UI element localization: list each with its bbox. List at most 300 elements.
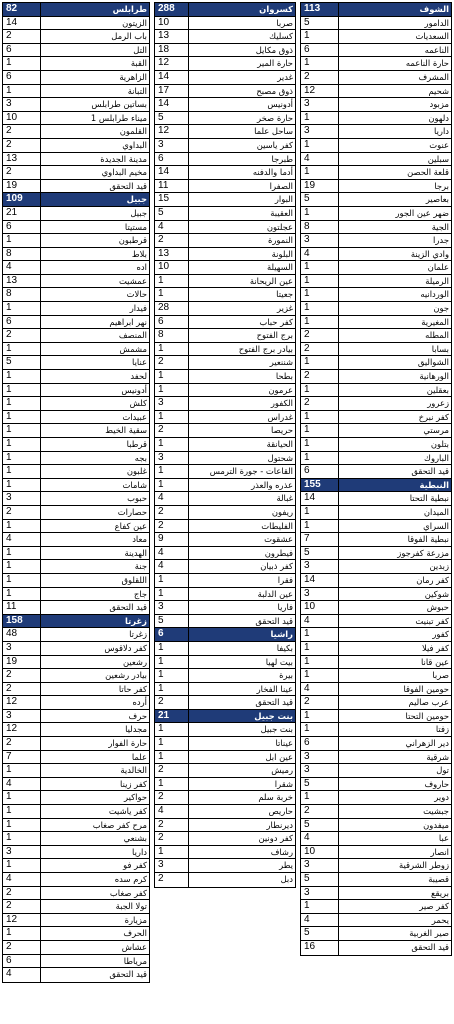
- table-row: [3, 533, 149, 547]
- town-cell: حرف: [128, 710, 147, 721]
- district-title: جبيل: [126, 194, 147, 205]
- town-cell: صير الغربية: [409, 928, 449, 939]
- count-cell: 2: [3, 669, 41, 682]
- town-cell: حاروف: [424, 778, 449, 789]
- count-cell: 3: [301, 588, 339, 601]
- count-cell: 1: [301, 452, 339, 465]
- table-row: [3, 85, 149, 99]
- town-cell: كلش: [129, 398, 147, 409]
- count-cell: 1: [3, 411, 41, 424]
- town-cell: المنصف: [118, 330, 147, 341]
- count-cell: 1: [301, 288, 339, 301]
- table-row: [155, 153, 295, 167]
- town-cell: القبة: [130, 58, 147, 69]
- count-cell: 8: [3, 248, 41, 261]
- town-cell: كفر صغاب: [109, 887, 147, 898]
- town-cell: قيد التحقق: [109, 969, 147, 980]
- town-cell: أدونيس: [267, 99, 293, 110]
- count-cell: 6: [301, 737, 339, 750]
- town-cell: أدما والدفنه: [252, 167, 293, 178]
- town-cell: الكفور: [270, 398, 293, 409]
- count-cell: 2: [3, 506, 41, 519]
- table-row: [3, 846, 149, 860]
- table-row: [3, 438, 149, 452]
- town-cell: كفور: [432, 629, 449, 640]
- town-cell: المطله: [425, 330, 449, 341]
- town-cell: ذوق مكايل: [255, 44, 293, 55]
- count-cell: 2: [155, 356, 189, 369]
- table-row: [155, 520, 295, 534]
- town-cell: دلهون: [428, 112, 449, 123]
- table-row: [301, 900, 451, 914]
- table-row: [3, 642, 149, 656]
- table-row: [155, 791, 295, 805]
- table-row: [3, 941, 149, 955]
- count-cell: 12: [3, 723, 41, 736]
- town-cell: عجلتون: [266, 221, 293, 232]
- count-cell: 12: [155, 57, 189, 70]
- table-row: [301, 465, 451, 479]
- count-cell: 1: [3, 859, 41, 872]
- count-cell: 1: [301, 30, 339, 43]
- table-row: [301, 85, 451, 99]
- town-cell: عنوت: [429, 139, 449, 150]
- district-header: [301, 479, 451, 493]
- table-row: [155, 234, 295, 248]
- district-title: بنت جبيل: [254, 710, 293, 721]
- district-header: [301, 3, 451, 17]
- count-cell: 1: [3, 234, 41, 247]
- count-cell: 5: [301, 927, 339, 940]
- town-cell: عمشيت: [118, 275, 147, 286]
- town-cell: الهدينة: [124, 547, 147, 558]
- table-row: [155, 248, 295, 262]
- count-cell: 1: [3, 397, 41, 410]
- town-cell: شرقية: [426, 751, 449, 762]
- town-cell: علمان: [427, 262, 449, 273]
- count-cell: 2: [3, 139, 41, 152]
- table-row: [155, 696, 295, 710]
- town-cell: كفر حباب: [259, 316, 293, 327]
- town-cell: عرب صاليم: [408, 697, 449, 708]
- table-row: [301, 397, 451, 411]
- count-cell: 8: [155, 329, 189, 342]
- town-cell: بنت جبيل: [260, 724, 293, 735]
- town-cell: معاد: [132, 534, 147, 545]
- town-cell: الميدان: [423, 506, 449, 517]
- count-cell: 3: [155, 601, 189, 614]
- table-row: [301, 927, 451, 941]
- town-cell: يحمر: [431, 914, 449, 925]
- table-row: [301, 805, 451, 819]
- table-row: [155, 751, 295, 765]
- count-cell: 2: [155, 424, 189, 437]
- town-cell: حبوب: [127, 493, 147, 504]
- count-cell: 1: [301, 411, 339, 424]
- count-cell: 14: [155, 98, 189, 111]
- count-cell: 5: [155, 112, 189, 125]
- table-row: [301, 438, 451, 452]
- table-row: [155, 125, 295, 139]
- count-cell: 3: [155, 397, 189, 410]
- town-cell: حاريص: [268, 806, 293, 817]
- town-cell: الزيتون: [122, 17, 147, 28]
- district-total: 158: [3, 615, 41, 628]
- town-cell: حواكير: [124, 792, 147, 803]
- count-cell: 14: [155, 71, 189, 84]
- town-cell: قيد التحقق: [411, 466, 449, 477]
- town-cell: حالات: [126, 289, 147, 300]
- table-row: [155, 384, 295, 398]
- table-row: [155, 764, 295, 778]
- table-row: [3, 125, 149, 139]
- town-cell: الصفرا: [269, 180, 293, 191]
- town-cell: حصارات: [117, 506, 147, 517]
- count-cell: 4: [301, 248, 339, 261]
- district-column-left: [2, 2, 150, 983]
- town-cell: الخالدية: [120, 765, 147, 776]
- count-cell: 3: [301, 560, 339, 573]
- table-row: [155, 302, 295, 316]
- town-cell: ساحل علما: [254, 126, 293, 137]
- table-row: [3, 873, 149, 887]
- count-cell: 1: [155, 411, 189, 424]
- town-cell: زعرور: [427, 398, 449, 409]
- town-cell: الشواليق: [417, 357, 449, 368]
- table-row: [301, 261, 451, 275]
- table-row: [3, 859, 149, 873]
- count-cell: 1: [301, 112, 339, 125]
- count-cell: 1: [155, 479, 189, 492]
- table-row: [301, 221, 451, 235]
- count-cell: 4: [155, 492, 189, 505]
- table-row: [3, 628, 149, 642]
- town-cell: غدير: [277, 71, 293, 82]
- table-row: [301, 153, 451, 167]
- count-cell: 2: [301, 696, 339, 709]
- town-cell: صربا: [276, 17, 293, 28]
- count-cell: 2: [155, 873, 189, 887]
- town-cell: مزبود: [429, 99, 449, 110]
- table-row: [301, 588, 451, 602]
- town-cell: اللقلوق: [121, 574, 147, 585]
- town-cell: جعيتا: [276, 289, 293, 300]
- town-cell: جاج: [133, 588, 147, 599]
- district-title: الشوف: [419, 4, 449, 14]
- count-cell: 1: [301, 438, 339, 451]
- town-cell: حارة المير: [257, 58, 293, 69]
- count-cell: 4: [155, 560, 189, 573]
- count-cell: 1: [301, 656, 339, 669]
- table-row: [155, 166, 295, 180]
- table-row: [155, 588, 295, 602]
- count-cell: 1: [3, 764, 41, 777]
- count-cell: 2: [155, 764, 189, 777]
- table-row: [155, 261, 295, 275]
- town-cell: زفتا: [435, 724, 449, 735]
- table-row: [3, 656, 149, 670]
- table-row: [3, 248, 149, 262]
- count-cell: 1: [3, 343, 41, 356]
- count-cell: 1: [301, 900, 339, 913]
- table-row: [3, 520, 149, 534]
- count-cell: 6: [3, 71, 41, 84]
- table-row: [301, 17, 451, 31]
- table-row: [155, 615, 295, 629]
- table-row: [301, 44, 451, 58]
- table-row: [3, 955, 149, 969]
- count-cell: 2: [3, 941, 41, 954]
- table-row: [3, 98, 149, 112]
- count-cell: 3: [155, 139, 189, 152]
- district-total: 6: [155, 628, 189, 641]
- table-row: [3, 914, 149, 928]
- town-cell: تولا الجبة: [115, 901, 147, 912]
- count-cell: 6: [155, 153, 189, 166]
- table-row: [155, 139, 295, 153]
- town-cell: عيناتا: [275, 738, 293, 749]
- table-row: [301, 30, 451, 44]
- table-row: [301, 737, 451, 751]
- town-cell: صربا: [432, 670, 449, 681]
- table-row: [301, 696, 451, 710]
- town-cell: مرح كفر صغاب: [92, 819, 147, 830]
- count-cell: 1: [3, 438, 41, 451]
- town-cell: ديرنطار: [266, 819, 293, 830]
- count-cell: 1: [3, 85, 41, 98]
- table-row: [301, 533, 451, 547]
- table-row: [301, 656, 451, 670]
- table-row: [3, 560, 149, 574]
- count-cell: 11: [155, 180, 189, 193]
- count-cell: 1: [155, 465, 189, 478]
- table-row: [301, 751, 451, 765]
- district-header: [155, 710, 295, 724]
- town-cell: شننعير: [269, 357, 293, 368]
- count-cell: 1: [301, 628, 339, 641]
- town-cell: التل: [133, 44, 147, 55]
- count-cell: 2: [3, 166, 41, 179]
- table-row: [301, 628, 451, 642]
- count-cell: 7: [301, 533, 339, 546]
- town-cell: رشعين: [122, 656, 147, 667]
- count-cell: 10: [155, 261, 189, 274]
- count-cell: 2: [301, 329, 339, 342]
- count-cell: 1: [155, 438, 189, 451]
- table-row: [3, 669, 149, 683]
- count-cell: 1: [155, 574, 189, 587]
- table-row: [301, 384, 451, 398]
- table-row: [155, 479, 295, 493]
- table-row: [301, 601, 451, 615]
- table-row: [155, 601, 295, 615]
- town-cell: نبطية الفوقا: [407, 534, 449, 545]
- table-row: [155, 288, 295, 302]
- count-cell: 3: [3, 492, 41, 505]
- town-cell: عبيدات: [122, 411, 147, 422]
- table-row: [3, 778, 149, 792]
- count-cell: 1: [3, 791, 41, 804]
- town-cell: كفر نبرخ: [418, 411, 449, 422]
- count-cell: 6: [3, 316, 41, 329]
- district-header: [3, 3, 149, 17]
- town-cell: السعديات: [415, 31, 449, 42]
- town-cell: حارة صخر: [257, 112, 293, 123]
- table-row: [3, 887, 149, 901]
- count-cell: 2: [3, 900, 41, 913]
- town-cell: داريا: [132, 846, 147, 857]
- table-row: [155, 221, 295, 235]
- table-row: [301, 642, 451, 656]
- table-row: [3, 737, 149, 751]
- count-cell: 1: [155, 846, 189, 859]
- count-cell: 3: [3, 710, 41, 723]
- town-cell: يطر: [279, 860, 293, 871]
- table-row: [3, 356, 149, 370]
- table-row: [301, 791, 451, 805]
- count-cell: 3: [155, 452, 189, 465]
- town-cell: سبلين: [427, 153, 449, 164]
- table-row: [301, 356, 451, 370]
- table-row: [155, 316, 295, 330]
- town-cell: البداوي: [122, 139, 147, 150]
- table-row: [155, 547, 295, 561]
- table-row: [155, 57, 295, 71]
- table-row: [301, 873, 451, 887]
- town-cell: السهيلة: [266, 262, 293, 273]
- count-cell: 3: [301, 764, 339, 777]
- town-cell: عين كفاع: [114, 520, 147, 531]
- count-cell: 1: [301, 669, 339, 682]
- district-header: [155, 3, 295, 17]
- town-cell: قصيبة: [428, 874, 449, 884]
- table-row: [3, 479, 149, 493]
- town-cell: حومين الفوقا: [403, 683, 449, 694]
- count-cell: 10: [3, 112, 41, 125]
- count-cell: 3: [3, 846, 41, 859]
- table-row: [155, 452, 295, 466]
- table-row: [155, 193, 295, 207]
- town-cell: بعاصير: [425, 194, 449, 205]
- table-row: [155, 642, 295, 656]
- count-cell: 1: [155, 751, 189, 764]
- count-cell: 2: [3, 887, 41, 900]
- count-cell: 11: [3, 601, 41, 614]
- count-cell: 1: [3, 588, 41, 601]
- town-cell: جنة: [134, 561, 147, 572]
- table-row: [155, 506, 295, 520]
- table-row: [3, 17, 149, 31]
- count-cell: 1: [3, 424, 41, 437]
- town-cell: بلاط: [131, 248, 147, 259]
- count-cell: 1: [301, 139, 339, 152]
- count-cell: 14: [3, 17, 41, 30]
- count-cell: 1: [301, 57, 339, 70]
- count-cell: 2: [301, 805, 339, 818]
- table-row: [155, 44, 295, 58]
- table-row: [155, 805, 295, 819]
- town-cell: الزاهرية: [119, 71, 147, 82]
- table-row: [155, 859, 295, 873]
- table-row: [3, 506, 149, 520]
- table-row: [301, 424, 451, 438]
- count-cell: 4: [301, 914, 339, 927]
- table-row: [3, 234, 149, 248]
- count-cell: 1: [3, 384, 41, 397]
- town-cell: عرمون: [268, 384, 293, 395]
- town-cell: شقرا: [274, 778, 293, 789]
- town-cell: القاعات - جورة الترمس: [209, 466, 293, 477]
- town-cell: جون: [433, 303, 449, 314]
- town-cell: النمورة: [267, 235, 293, 246]
- table-row: [155, 574, 295, 588]
- table-row: [301, 112, 451, 126]
- district-title: طرابلس: [112, 4, 147, 14]
- table-row: [3, 44, 149, 58]
- table-row: [301, 574, 451, 588]
- table-row: [155, 397, 295, 411]
- table-row: [301, 329, 451, 343]
- count-cell: 13: [3, 275, 41, 288]
- table-row: [301, 683, 451, 697]
- count-cell: 5: [301, 778, 339, 791]
- count-cell: 21: [3, 207, 41, 220]
- table-row: [3, 57, 149, 71]
- table-row: [301, 506, 451, 520]
- town-cell: كفر زينا: [120, 778, 147, 789]
- count-cell: 1: [3, 819, 41, 832]
- table-row: [301, 302, 451, 316]
- count-cell: 1: [301, 506, 339, 519]
- count-cell: 15: [155, 193, 189, 206]
- table-row: [301, 288, 451, 302]
- town-cell: السراي: [423, 520, 449, 531]
- town-cell: نبطية التحتا: [409, 493, 449, 504]
- count-cell: 2: [3, 125, 41, 138]
- table-row: [3, 710, 149, 724]
- table-row: [3, 329, 149, 343]
- district-title: النبطية: [419, 479, 449, 490]
- table-row: [301, 914, 451, 928]
- town-cell: كفر دونين: [258, 833, 293, 844]
- count-cell: 1: [155, 737, 189, 750]
- table-row: [301, 248, 451, 262]
- count-cell: 10: [155, 17, 189, 30]
- table-row: [3, 139, 149, 153]
- table-row: [155, 329, 295, 343]
- count-cell: 1: [301, 424, 339, 437]
- count-cell: 12: [155, 125, 189, 138]
- town-cell: القلمون: [119, 126, 147, 137]
- count-cell: 1: [155, 683, 189, 696]
- table-row: [301, 859, 451, 873]
- count-cell: 1: [301, 710, 339, 723]
- count-cell: 1: [3, 370, 41, 383]
- table-row: [301, 846, 451, 860]
- town-cell: ميفدون: [423, 819, 449, 830]
- town-cell: أدونيس: [121, 384, 147, 395]
- count-cell: 12: [3, 696, 41, 709]
- table-row: [155, 819, 295, 833]
- count-cell: 6: [155, 316, 189, 329]
- count-cell: 1: [155, 642, 189, 655]
- table-row: [3, 180, 149, 194]
- town-cell: بعقلين: [426, 384, 449, 395]
- table-row: [155, 411, 295, 425]
- town-cell: ميناء طرابلس 1: [90, 112, 147, 123]
- town-cell: ضهر عين الجور: [395, 207, 449, 218]
- town-cell: كفر ذبيان: [260, 561, 293, 572]
